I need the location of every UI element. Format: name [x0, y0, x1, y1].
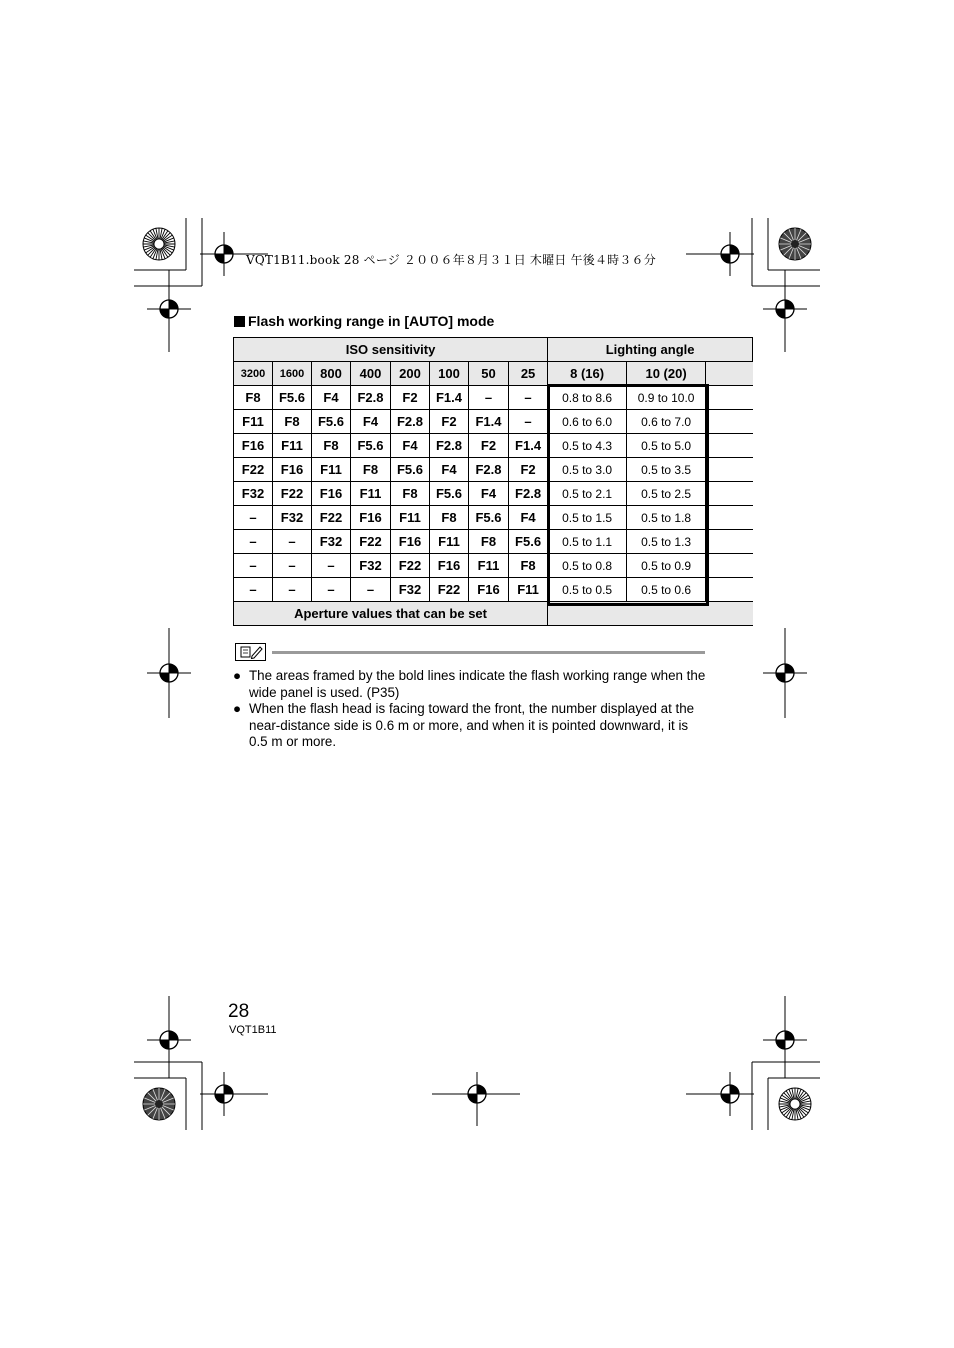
table-row	[234, 458, 753, 482]
distance-range-cell: 0.5 to 2.5	[627, 482, 706, 506]
angle-header-cell: 10 (20)	[627, 362, 706, 386]
iso-header-cell: 800	[312, 362, 351, 386]
distance-range-cell: 0.5 to 2.1	[548, 482, 627, 506]
distance-range-cell: 0.5 to 1.8	[627, 506, 706, 530]
page-number: 28	[228, 1001, 250, 1022]
aperture-cell: F2	[391, 386, 430, 410]
aperture-cell: F5.6	[391, 458, 430, 482]
aperture-cell: F8	[391, 482, 430, 506]
distance-range-cell: 0.5 to 3.5	[627, 458, 706, 482]
aperture-cell: F8	[351, 458, 391, 482]
aperture-cell: F2.8	[509, 482, 548, 506]
aperture-cell: F16	[312, 482, 351, 506]
aperture-cell: –	[469, 386, 509, 410]
distance-range-cell: 0.8 to 8.6	[548, 386, 627, 410]
aperture-cell: –	[234, 554, 273, 578]
aperture-cell: F8	[273, 410, 312, 434]
table-row	[234, 578, 753, 602]
aperture-cell: F16	[351, 506, 391, 530]
blank-header-cell	[706, 362, 753, 386]
aperture-cell: F4	[430, 458, 469, 482]
value-header-row	[234, 362, 753, 386]
aperture-footer-label: Aperture values that can be set	[234, 602, 548, 626]
aperture-cell: –	[273, 530, 312, 554]
iso-header-cell: 50	[469, 362, 509, 386]
aperture-cell: F11	[351, 482, 391, 506]
aperture-cell: F22	[391, 554, 430, 578]
distance-range-cell: 0.5 to 5.0	[627, 434, 706, 458]
distance-range-cell: 0.5 to 1.5	[548, 506, 627, 530]
print-header-line: VQT1B11.book 28 ページ ２００６年８月３１日 木曜日 午後４時３６分	[246, 253, 656, 267]
section-title-text: Flash working range in [AUTO] mode	[248, 313, 495, 329]
angle-header-cell: 8 (16)	[548, 362, 627, 386]
square-bullet-icon	[234, 316, 245, 327]
aperture-cell: F16	[391, 530, 430, 554]
aperture-cell: F32	[312, 530, 351, 554]
aperture-cell: F11	[509, 578, 548, 602]
aperture-cell: F5.6	[430, 482, 469, 506]
aperture-cell: F2.8	[351, 386, 391, 410]
aperture-cell: F4	[391, 434, 430, 458]
blank-cell	[706, 554, 753, 578]
aperture-cell: F8	[430, 506, 469, 530]
bullet-dot: ●	[233, 701, 242, 717]
aperture-cell: F11	[234, 410, 273, 434]
aperture-cell: F4	[351, 410, 391, 434]
aperture-cell: –	[234, 506, 273, 530]
iso-header-cell: 400	[351, 362, 391, 386]
aperture-cell: F2.8	[391, 410, 430, 434]
blank-cell	[706, 434, 753, 458]
aperture-cell: F2.8	[469, 458, 509, 482]
model-code: VQT1B11	[229, 1024, 277, 1036]
distance-range-cell: 0.5 to 1.3	[627, 530, 706, 554]
distance-range-cell: 0.5 to 3.0	[548, 458, 627, 482]
aperture-cell: F2	[509, 458, 548, 482]
iso-header-cell: 3200	[234, 362, 273, 386]
aperture-cell: F32	[391, 578, 430, 602]
blank-cell	[706, 578, 753, 602]
aperture-cell: F5.6	[509, 530, 548, 554]
section-title	[234, 313, 494, 329]
blank-cell	[706, 410, 753, 434]
distance-range-cell: 0.5 to 0.5	[548, 578, 627, 602]
note-divider	[272, 651, 705, 654]
aperture-cell: F2.8	[430, 434, 469, 458]
aperture-cell: F11	[273, 434, 312, 458]
table-row	[234, 530, 753, 554]
table-row	[234, 434, 753, 458]
aperture-cell: F22	[234, 458, 273, 482]
note-item	[233, 668, 708, 701]
table-footer-row	[234, 602, 753, 626]
aperture-cell: –	[273, 554, 312, 578]
table-row	[234, 506, 753, 530]
aperture-cell: –	[234, 578, 273, 602]
aperture-cell: F4	[312, 386, 351, 410]
aperture-cell: F4	[469, 482, 509, 506]
blank-cell	[706, 458, 753, 482]
note-pencil-icon	[235, 643, 266, 661]
aperture-cell: F2	[430, 410, 469, 434]
table-row	[234, 482, 753, 506]
aperture-cell: F5.6	[351, 434, 391, 458]
aperture-cell: F32	[234, 482, 273, 506]
aperture-cell: F32	[273, 506, 312, 530]
aperture-cell: F4	[509, 506, 548, 530]
note-text: The areas framed by the bold lines indicate the flash working range when the wide panel is used. (P35)	[249, 668, 706, 700]
aperture-cell: F1.4	[509, 434, 548, 458]
distance-range-cell: 0.5 to 4.3	[548, 434, 627, 458]
aperture-cell: F22	[273, 482, 312, 506]
distance-range-cell: 0.9 to 10.0	[627, 386, 706, 410]
aperture-cell: F16	[273, 458, 312, 482]
aperture-cell: F8	[509, 554, 548, 578]
table-row	[234, 386, 753, 410]
aperture-cell: F16	[469, 578, 509, 602]
lighting-angle-header: Lighting angle	[548, 338, 753, 362]
aperture-cell: F22	[312, 506, 351, 530]
blank-cell	[706, 530, 753, 554]
iso-header-cell: 1600	[273, 362, 312, 386]
iso-header-cell: 100	[430, 362, 469, 386]
aperture-cell: F1.4	[430, 386, 469, 410]
aperture-cell: F22	[430, 578, 469, 602]
aperture-cell: F11	[391, 506, 430, 530]
aperture-cell: F32	[351, 554, 391, 578]
bullet-dot: ●	[233, 668, 242, 683]
aperture-cell: –	[312, 554, 351, 578]
distance-range-cell: 0.5 to 0.6	[627, 578, 706, 602]
aperture-cell: F16	[430, 554, 469, 578]
blank-cell	[706, 386, 753, 410]
aperture-cell: F22	[351, 530, 391, 554]
iso-header-cell: 200	[391, 362, 430, 386]
aperture-cell: –	[273, 578, 312, 602]
distance-range-cell: 0.6 to 6.0	[548, 410, 627, 434]
distance-range-cell: 0.6 to 7.0	[627, 410, 706, 434]
distance-range-cell: 0.5 to 0.9	[627, 554, 706, 578]
distance-range-cell: 0.5 to 1.1	[548, 530, 627, 554]
aperture-cell: –	[234, 530, 273, 554]
aperture-cell: F1.4	[469, 410, 509, 434]
aperture-cell: –	[509, 410, 548, 434]
aperture-cell: F8	[469, 530, 509, 554]
iso-header-cell: 25	[509, 362, 548, 386]
table-body	[234, 386, 753, 602]
blank-cell	[706, 482, 753, 506]
table-row	[234, 554, 753, 578]
aperture-cell: F5.6	[312, 410, 351, 434]
distance-range-cell: 0.5 to 0.8	[548, 554, 627, 578]
aperture-cell: F2	[469, 434, 509, 458]
flash-range-table	[233, 337, 753, 626]
note-item	[233, 701, 708, 751]
aperture-cell: F8	[234, 386, 273, 410]
aperture-cell: F11	[469, 554, 509, 578]
aperture-cell: –	[312, 578, 351, 602]
aperture-cell: –	[351, 578, 391, 602]
note-text: When the flash head is facing toward the front, the number displayed at the near-distance side is 0.6 m or more, and when it is pointed downward, it is 0.5 m or more.	[249, 701, 695, 750]
aperture-cell: F5.6	[469, 506, 509, 530]
aperture-cell: F11	[312, 458, 351, 482]
group-header-row	[234, 338, 753, 362]
aperture-cell: F11	[430, 530, 469, 554]
footer-blank-cell	[548, 602, 753, 626]
aperture-cell: –	[509, 386, 548, 410]
iso-sensitivity-header: ISO sensitivity	[234, 338, 548, 362]
aperture-cell: F8	[312, 434, 351, 458]
table-row	[234, 410, 753, 434]
blank-cell	[706, 506, 753, 530]
notes-list	[233, 668, 708, 751]
aperture-cell: F16	[234, 434, 273, 458]
aperture-cell: F5.6	[273, 386, 312, 410]
